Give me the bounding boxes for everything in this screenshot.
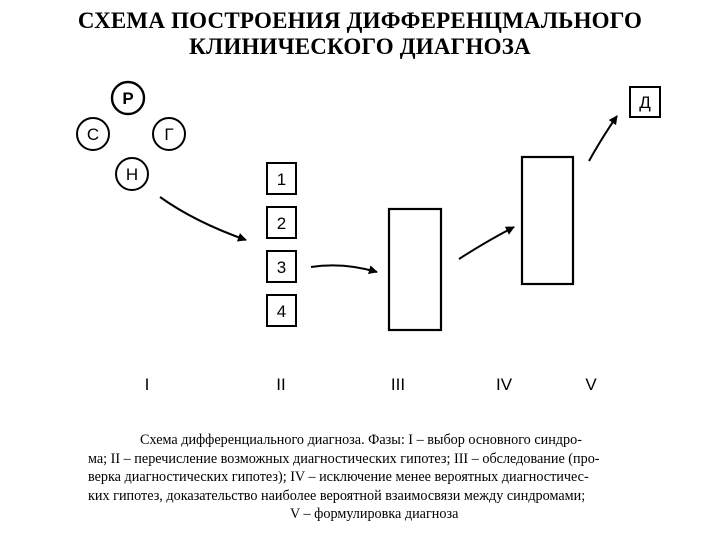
hypothesis-box-1 — [267, 163, 296, 194]
diagnosis-node — [630, 87, 660, 117]
arrow-phase-3-to-4 — [459, 227, 514, 259]
phase-label-5: V — [585, 375, 597, 394]
syndrome-label-s: С — [86, 125, 100, 144]
title-line-1: СХЕМА ПОСТРОЕНИЯ ДИФФЕРЕНЦМАЛЬНОГО — [77, 8, 643, 33]
phase-labels — [145, 375, 598, 394]
caption-line-4: ких гипотез, доказательство наиболее вероятной взаимосвязи между синдромами; — [88, 487, 586, 504]
syndrome-node-s — [77, 118, 109, 150]
caption-line-1: Схема дифференциального диагноза. Фазы: I – выбор основного синдро- — [140, 432, 582, 448]
syndrome-node-g — [153, 118, 185, 150]
syndrome-group — [77, 82, 185, 190]
exclusion-box — [522, 157, 573, 284]
phase-label-4: IV — [495, 375, 513, 394]
hypotheses-group — [267, 163, 296, 326]
arrow-phase-4-to-5 — [589, 116, 617, 161]
title-line-2: КЛИНИЧЕСКОГО ДИАГНОЗА — [189, 34, 531, 59]
arrow-phase-1-to-2 — [160, 197, 246, 240]
syndrome-label-g: Г — [164, 125, 174, 144]
figure-caption — [88, 431, 664, 524]
caption-line-2: ма; II – перечисление возможных диагностических гипотез; III – обследование (про- — [88, 450, 600, 467]
phase-label-1: I — [144, 375, 150, 394]
hypothesis-label-2: 2 — [276, 214, 287, 233]
examination-box — [389, 209, 441, 330]
hypothesis-box-2 — [267, 207, 296, 238]
hypothesis-label-3: 3 — [276, 258, 287, 277]
diagnosis-label: Д — [639, 93, 651, 112]
syndrome-node-n — [116, 158, 148, 190]
syndrome-label-r: Р — [122, 89, 134, 108]
syndrome-node-r — [112, 82, 144, 114]
caption-line-3: верка диагностических гипотез); IV – исключение менее вероятных диагностичес- — [88, 469, 589, 485]
phase-label-2: II — [276, 375, 286, 394]
syndrome-label-n: Н — [125, 165, 139, 184]
hypothesis-label-4: 4 — [276, 302, 287, 321]
hypothesis-label-1: 1 — [276, 170, 287, 189]
hypothesis-box-3 — [267, 251, 296, 282]
phase-label-3: III — [390, 375, 406, 394]
arrow-phase-2-to-3 — [311, 265, 377, 272]
hypothesis-box-4 — [267, 295, 296, 326]
caption-line-5: V – формулировка диагноза — [290, 506, 459, 522]
